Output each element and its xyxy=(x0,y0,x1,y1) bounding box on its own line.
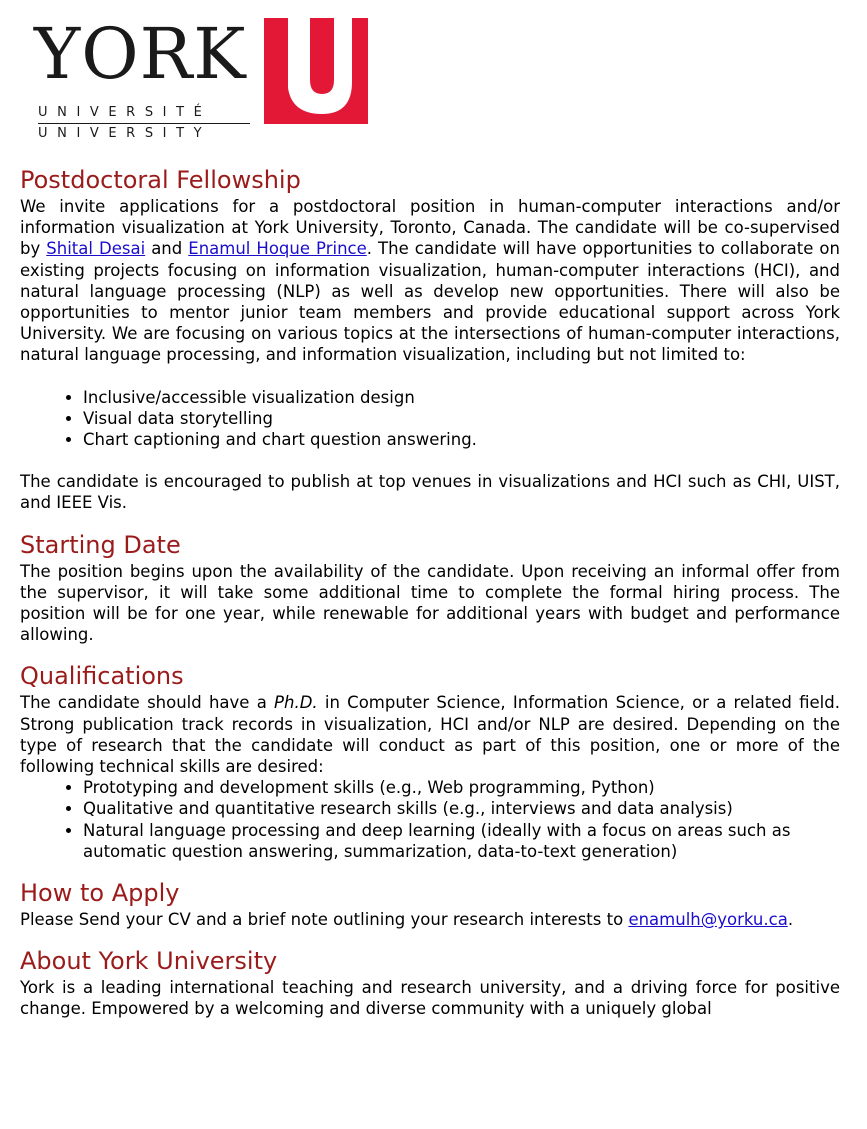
starting-date-text: The position begins upon the availability of the candidate. Upon receiving an informal offer from the supervisor, it will take some additional time to complete the formal hiring process. The position will be for one year, while renewable for additional years with budget and performance allowing. xyxy=(20,561,840,645)
about-text: York is a leading international teaching and research university, and a driving force for positive change. Empowered by a welcoming and diverse community with a uniquely global xyxy=(20,978,840,1019)
intro-text-3: . The candidate will have opportunities to collaborate on existing projects focusing on information visualization, human-computer interactions (HCI), and natural language processing (NLP) as well as develop new opportunities. There will also be opportunities to mentor junior team members and provide educational support across York University. We are focusing on various topics at the intersections of human-computer interactions, natural language processing, and information visualization, including but not limited to: xyxy=(20,239,840,365)
apply-text xyxy=(20,909,840,930)
intro-text-1: We invite applications for a postdoctoral position in human-computer interactions and/or information visualization at York University, Toronto, Canada. The candidate will be co-supervised by xyxy=(20,197,840,259)
york-university-logo xyxy=(34,13,368,141)
intro-text-2: and xyxy=(145,239,189,259)
list-item: • Visual data storytelling xyxy=(83,408,840,429)
email-link[interactable]: enamulh@yorku.ca xyxy=(628,910,788,930)
logo-divider xyxy=(38,123,250,124)
topics-list xyxy=(20,387,840,451)
list-item: • Prototyping and development skills (e.g., Web programming, Python) xyxy=(83,777,840,798)
postdoc-intro xyxy=(20,196,840,366)
list-item: • Inclusive/accessible visualization design xyxy=(83,387,840,408)
heading-starting-date: Starting Date xyxy=(20,530,181,559)
quals-text-1: The candidate should have a xyxy=(20,693,275,713)
apply-text-body: Please Send your CV and a brief note outlining your research interests to xyxy=(20,910,629,930)
skills-list xyxy=(20,777,840,862)
heading-how-to-apply: How to Apply xyxy=(20,879,180,908)
apply-text-end: . xyxy=(787,910,794,930)
york-u-icon xyxy=(264,18,368,124)
heading-qualifications: Qualifications xyxy=(20,662,184,691)
logo-universite: UNIVERSITÉ xyxy=(38,105,212,120)
logo-university: UNIVERSITY xyxy=(38,126,212,141)
list-item: • Qualitative and quantitative research skills (e.g., interviews and data analysis) xyxy=(83,798,840,819)
document-body xyxy=(20,164,840,1020)
heading-about-york: About York University xyxy=(20,947,278,976)
venues-text: The candidate is encouraged to publish at top venues in visualizations and HCI such as CHI, UIST, and IEEE Vis. xyxy=(20,472,840,513)
degree-text: Ph.D. xyxy=(274,693,318,713)
list-item: • Natural language processing and deep learning (ideally with a focus on areas such as automatic question answering, summarization, data-to-text generation) xyxy=(83,820,840,862)
heading-postdoc: Postdoctoral Fellowship xyxy=(20,166,301,194)
link-shital-desai[interactable]: Shital Desai xyxy=(46,239,146,259)
quals-text-2: in Computer Science, Information Science, or a related field. Strong publication track records in visualization, HCI and/or NLP are desired. Depending on the type of research that the candidate will conduct as part of this position, one or more of the following technical skills are desired: xyxy=(20,693,840,777)
list-item: • Chart captioning and chart question answering. xyxy=(83,429,840,450)
qualifications-text xyxy=(20,692,840,777)
logo-wordmark: YORK xyxy=(34,13,247,95)
link-enamul-hoque-prince[interactable]: Enamul Hoque Prince xyxy=(188,239,367,259)
